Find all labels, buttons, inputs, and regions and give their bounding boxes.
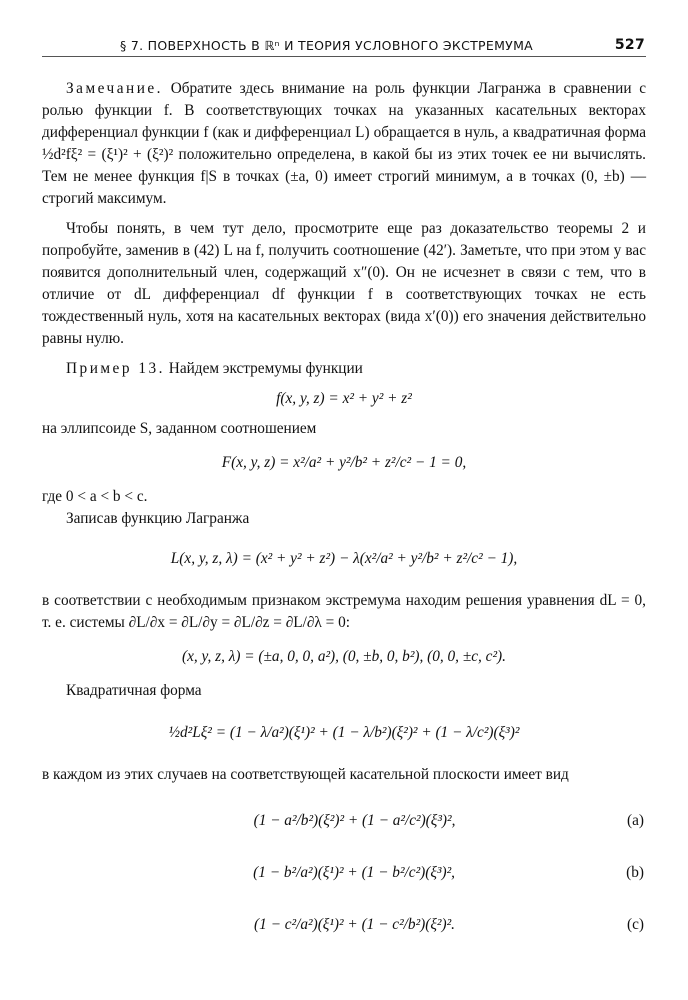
example-label: Пример 13. [66,360,165,377]
case-a [42,810,646,832]
remark-paragraph [42,78,646,210]
case-a-tag: (a) [627,812,644,829]
necessary-condition-text: в соответствии с необходимым признаком экстремума находим решения уравнения dL = 0, т. е. системы ∂L/∂x = ∂L/∂y = ∂L/∂z = ∂L/∂λ = 0: [42,592,646,631]
each-case-text: в каждом из этих случаев на соответствующей касательной плоскости имеет вид [42,766,569,783]
case-b-expression: (1 − b²/a²)(ξ¹)² + (1 − b²/c²)(ξ³)², [253,864,455,881]
case-a-expression: (1 − a²/b²)(ξ²)² + (1 − a²/c²)(ξ³)², [253,812,456,829]
equation-f: f(x, y, z) = x² + y² + z² [276,390,412,407]
case-c-expression: (1 − c²/a²)(ξ¹)² + (1 − c²/b²)(ξ²)². [254,916,455,933]
constraint-text: где 0 < a < b < c. [42,488,148,505]
equation-L: L(x, y, z, λ) = (x² + y² + z²) − λ(x²/a² + y²/b² + z²/c² − 1), [170,550,518,567]
example-text: Найдем экстремумы функции [168,360,363,377]
remark-label: Замечание. [66,80,164,97]
case-c [42,914,646,936]
remark-text: Обратите здесь внимание на роль функции Лагранжа в сравнении с ролью функции f. В соответствующих точках на указанных касательных векторах дифференциал функции f (как и дифференциал L) обращается в нуль, а квадратичная форма ½d²fξ² = (ξ¹)² + (ξ²)² положительно определена, в какой бы из этих точек ее ни вычислять. Тем не менее функция f|S в точках (±a, 0) имеет строгий минимум, а в точках (0, ±b) — строгий максимум. [42,80,646,207]
ellipsoid-text: на эллипсоиде S, заданном соотношением [42,420,317,437]
header-rule [42,56,646,57]
case-c-tag: (c) [627,916,644,933]
case-b-tag: (b) [626,864,644,881]
case-b [42,862,646,884]
quadratic-form-label: Квадратичная форма [66,682,202,699]
equation-F: F(x, y, z) = x²/a² + y²/b² + z²/c² − 1 = 0, [221,454,467,471]
explanation-paragraph: Чтобы понять, в чем тут дело, просмотрите еще раз доказательство теоремы 2 и попробуйте, заменив в (42) L на f, получить соотношение (42′). Заметьте, что при этом у вас появится дополнительный член, содержащий x″(0). Он не исчезнет в связи с тем, что в отличие от dL дифференциал df функции f в соответствующих точках не есть тождественный нуль, хотя на касательных векторах (вида x′(0)) его значения действительно равны нулю. [42,220,646,347]
page-body [42,78,646,936]
equation-quadratic-form: ½d²Lξ² = (1 − λ/a²)(ξ¹)² + (1 − λ/b²)(ξ²)² + (1 − λ/c²)(ξ³)² [168,724,520,741]
example-paragraph [42,358,646,380]
lagrange-intro: Записав функцию Лагранжа [66,510,250,527]
running-title: § 7. ПОВЕРХНОСТЬ В ℝⁿ И ТЕОРИЯ УСЛОВНОГО ЭКСТРЕМУМА [120,38,534,53]
critical-points: (x, y, z, λ) = (±a, 0, 0, a²), (0, ±b, 0, b²), (0, 0, ±c, c²). [182,648,506,665]
page-number: 527 [614,37,645,53]
